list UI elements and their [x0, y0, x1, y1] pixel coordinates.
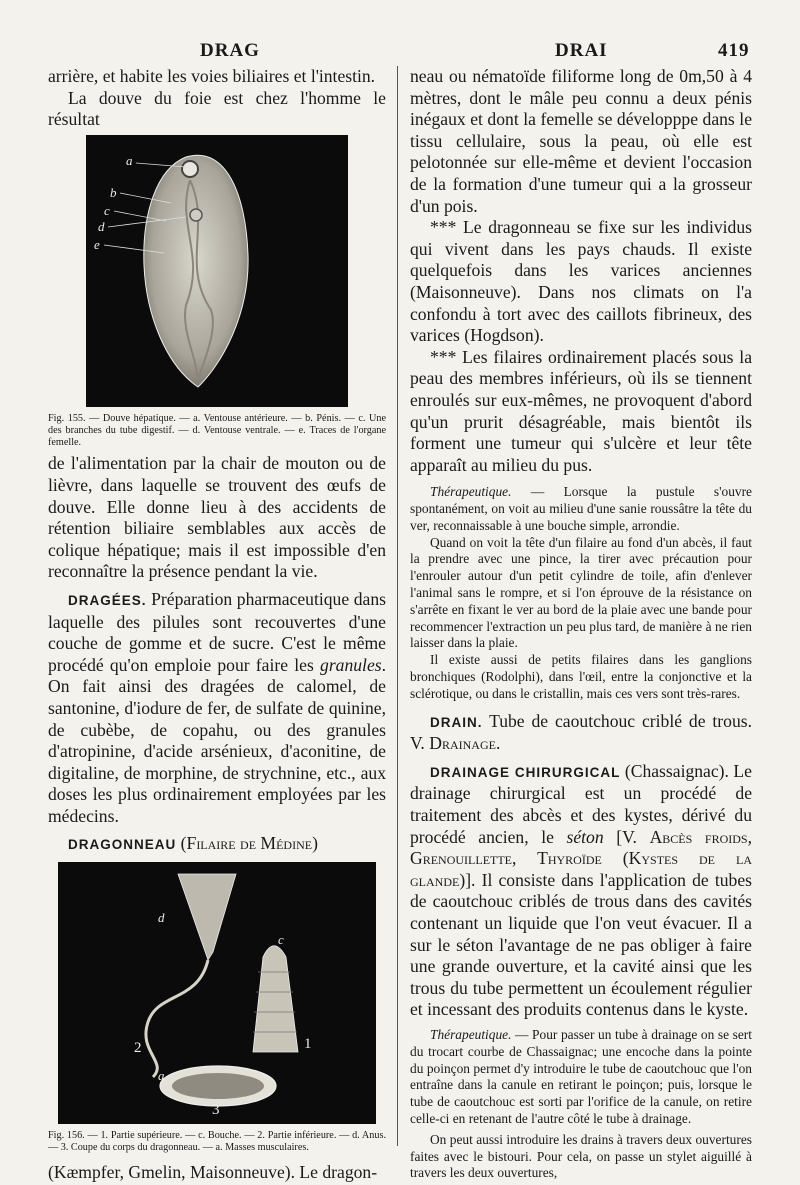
figure-label: e [94, 236, 100, 252]
paragraph: *** Le dragonneau se fixe sur les individus qui vivent dans les pays chauds. Il existe quelquefois dans les varices anciennes (Maisonneuve). Dans nos climats on l'a confondu à tort avec des caillots fibrineux, des varices (Hogdson). [410, 217, 752, 346]
left-column [48, 66, 386, 1184]
entry-drainage-chirurgical: DRAINAGE CHIRURGICAL (Chassaignac). Le drainage chirurgical est un procédé de traitement des abcès et des kystes, dérivé du procédé ancien, le séton [V. Abcès froids, Grenouillette, Thyroïde (Kystes de la glande)]. Il consiste dans l'application de tubes de caoutchouc criblés de trous dans des cavités contenant un liquide que l'on veut évacuer. Il a sur le séton l'avantage de ne pas obliger à faire une grande ouverture, et la cavité ainsi que les trous du tube permettent un écoulement régulier et incessant des produits contenus dans le kyste. [410, 760, 752, 1020]
paragraph: neau ou nématoïde filiforme long de 0m,50 à 4 mètres, dont le mâle peu connu a deux pénis inégaux et dont la femelle se développpe dans le tissu cellulaire, sous la peau, où elle est pelotonnée sur elle-même et devient l'occasion de la formation d'une tumeur qui a la grosseur d'un pois. [410, 66, 752, 216]
cross-reference: Drainage [429, 733, 496, 754]
figure-155-caption: Fig. 155. — Douve hépatique. — a. Ventouse antérieure. — b. Pénis. — c. Une des branches du tube digestif. — d. Ventouse ventrale. — e. Traces de l'organe femelle. [48, 412, 386, 449]
section-label: Thérapeutique. [430, 484, 512, 500]
figure-156-caption: Fig. 156. — 1. Partie supérieure. — c. Bouche. — 2. Partie inférieure. — d. Anus. — 3. Coupe du corps du dragonneau. — a. Masses musculaires. [48, 1130, 386, 1154]
entry-headword: DRAGÉES. [68, 592, 147, 608]
entry-subtitle: (Filaire de Médine) [180, 833, 318, 854]
figure-label: 1 [304, 1036, 312, 1053]
paragraph: *** Les filaires ordinairement placés sous la peau des membres inférieurs, où ils se tiennent enroulés sur eux-mêmes, ne provoquent d'abord qu'un prurit désagréable, mais bientôt ils forment une tumeur qui s'ulcère et leur tête apparaît au milieu du pus. [410, 346, 752, 475]
therapeutique-paragraph: Thérapeutique. — Lorsque la pustule s'ouvre spontanément, on voit au milieu d'une sanie roussâtre la tête du ver, reconnaissable à une bouche simple, arrondie. [410, 484, 752, 533]
figure-label: c [104, 202, 110, 218]
figure-label: 2 [134, 1040, 142, 1057]
paragraph: (Kæmpfer, Gmelin, Maisonneuve). Le dragon- [48, 1162, 378, 1183]
cross-reference: Abcès froids, Grenouillette, Thyroïde (Kystes de la glande) [410, 826, 752, 890]
entry-headword: DRAGONNEAU [68, 837, 177, 853]
therapeutique-paragraph: Thérapeutique. — Pour passer un tube à drainage on se sert du trocart courbe de Chassaignac; une encoche dans la pointe du poinçon permet d'y introduire le tube de caoutchouc que l'on entraîne dans la canule en retirant le poinçon; puis, lorsque le tube de caoutchouc est sorti par l'orifice de la canule, on retire celle-ci en retenant de l'autre côté le tube à drainage. [410, 1026, 752, 1126]
paragraph: On peut aussi introduire les drains à travers deux ouvertures faites avec le bistouri. Pour cela, on passe un stylet aiguillé à travers les deux ouvertures, [410, 1131, 752, 1181]
right-running-head: DRAI [555, 40, 608, 61]
paragraph: arrière, et habite les voies biliaires et l'intestin. [48, 66, 376, 86]
guinea-worm-illustration [58, 862, 376, 1124]
entry-dragonneau [48, 833, 386, 856]
left-running-head: DRAG [200, 40, 260, 61]
liver-fluke-illustration [86, 135, 348, 407]
figure-label: b [110, 184, 117, 200]
entry-headword: DRAINAGE CHIRURGICAL [430, 764, 621, 780]
entry-drain: DRAIN. Tube de caoutchouc criblé de trous. V. Drainage. [410, 710, 752, 754]
paragraph: Il existe aussi de petits filaires dans les ganglions bronchiques (Rodolphi), dans l'œil, entre la conjonctive et la sclérotique, ou dans le cristallin, mais ces vers sont très-rares. [410, 652, 752, 701]
figure-156-guinea-worm [58, 862, 376, 1124]
paragraph: La douve du foie est chez l'homme le résultat [48, 87, 386, 130]
paragraph: de l'alimentation par la chair de mouton ou de lièvre, dans laquelle se trouvent des œufs de douve. Elle donne lieu à des accidents de rétention biliaire semblables aux accès de colique hépatique; mais il est impossible d'en reconnaître la présence pendant la vie. [48, 453, 386, 582]
figure-label: c [278, 932, 284, 948]
figure-label: a [158, 1068, 165, 1084]
figure-label: a [126, 152, 133, 168]
running-header [0, 40, 800, 64]
section-label: Thérapeutique. [430, 1026, 512, 1042]
page-number: 419 [718, 40, 750, 61]
column-divider [397, 66, 398, 1146]
figure-label: d [158, 910, 165, 926]
entry-headword: DRAIN. [430, 714, 483, 730]
right-column [410, 66, 752, 1182]
entry-dragees: DRAGÉES. Préparation pharmaceutique dans laquelle des pilules sont recouvertes d'une couche de gomme et de sucre. C'est le même procédé qu'on emploie pour faire les granules. On fait ainsi des dragées de calomel, de santonine, d'iodure de fer, de sulfate de quinine, de cubèbe, de copahu, ou des granules d'atropinine, d'acide arsénieux, d'aconitine, de digitaline, de morphine, de strychnine, etc., aux doses les plus ordinairement employées par les médecins. [48, 588, 386, 826]
figure-label: d [98, 218, 105, 234]
figure-label: 3 [212, 1102, 220, 1119]
paragraph: Quand on voit la tête d'un filaire au fond d'un abcès, il faut la prendre avec une pince, la tirer avec précaution pour l'enrouler autour d'un petit cylindre de toile, afin d'enlever l'animal sans le rompre, et si l'on éprouve de la résistance on s'arrête en fixant le ver au bord de la plaie avec une bande pour recommencer l'extraction un peu plus tard, de manière à ne rien laisser dans la plaie. [410, 534, 752, 651]
figure-155-liver-fluke [86, 135, 348, 407]
